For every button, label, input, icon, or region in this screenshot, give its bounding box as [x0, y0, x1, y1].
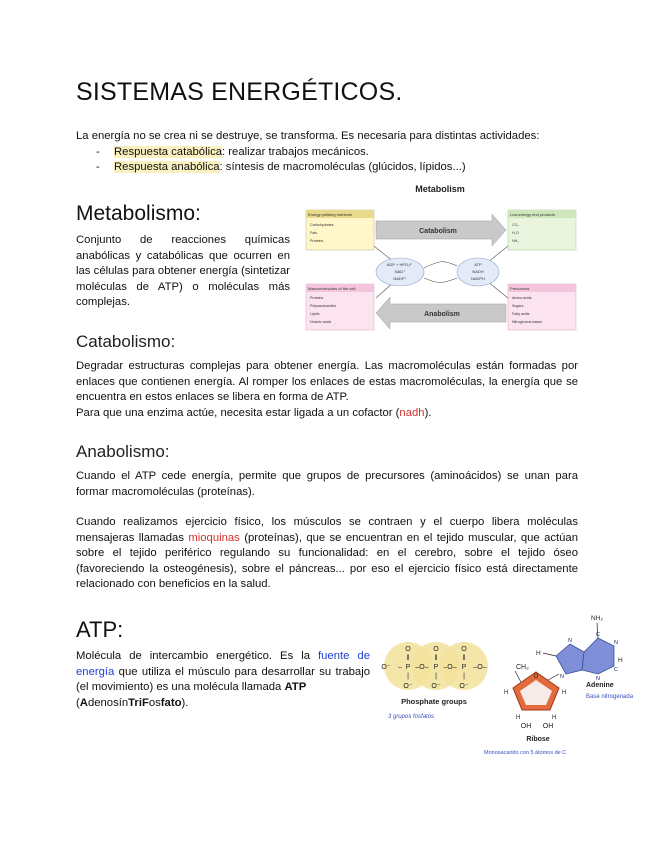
acronym-part: denosín — [87, 696, 129, 709]
anabolismo-text-2 — [76, 515, 578, 593]
cycle-arrow-bottom — [424, 278, 457, 283]
adenine-note: Base nitrogenada — [586, 694, 634, 700]
phosphate-label: Phosphate groups — [401, 697, 467, 706]
nadp-label: NADP⁺ — [393, 276, 407, 281]
anabolismo-text-pre: Cuando realizamos ejercicio físico, los músculos se contraen y el cuerpo libera moléculas mensajeras llamadas — [76, 516, 578, 544]
ch2-label: CH₂ — [516, 664, 529, 671]
intro-list — [76, 145, 586, 176]
atp-heading: ATP: — [76, 617, 124, 642]
anabolismo-text-1: Cuando el ATP cede energía, permite que grupos de precursores (aminoácidos) se unan para formar macromoléculas (proteínas). — [76, 470, 578, 498]
atp-structure-diagram — [376, 608, 646, 756]
list-item — [76, 145, 586, 161]
adenine-h: H — [536, 650, 541, 657]
cofactor-text — [76, 406, 578, 422]
svg-text:|: | — [435, 673, 437, 680]
svg-text:N: N — [560, 674, 564, 680]
nadh-term: nadh — [399, 406, 425, 419]
intro-text: La energía no se crea ni se destruye, se transforma. Es necesaria para distintas actividades: — [76, 130, 540, 142]
precursor-item: Nitrogenous bases — [512, 320, 542, 324]
atp-acronym — [76, 697, 188, 709]
catabolismo-section — [76, 359, 578, 421]
svg-text:N: N — [568, 638, 572, 644]
svg-text:–O–: –O– — [415, 664, 429, 671]
svg-text:C: C — [596, 632, 600, 638]
svg-text:O⁻: O⁻ — [381, 664, 391, 671]
cofactor-pre: Para que una enzima actúe, necesita estar ligada a un cofactor ( — [76, 406, 400, 419]
ribose-h: H — [562, 690, 567, 696]
cofactor-post: ). — [424, 406, 432, 419]
svg-text:P: P — [433, 664, 439, 671]
list-item — [76, 160, 586, 176]
connector-line — [488, 246, 508, 262]
nh2-label: NH₂ — [591, 615, 603, 622]
metabolismo-heading: Metabolismo: — [76, 202, 201, 225]
adenine-imidazole-ring — [556, 644, 584, 674]
macro-item: Polysaccharides — [310, 304, 337, 308]
mioquinas-term: mioquinas — [188, 531, 240, 544]
svg-text:O: O — [461, 646, 467, 653]
energy-item: Proteins — [310, 239, 324, 243]
svg-text:O⁻: O⁻ — [459, 683, 469, 690]
nad-label: NAD⁺ — [394, 269, 406, 274]
energy-item: Fats — [310, 231, 317, 235]
energy-source-term: fuente de energía — [76, 650, 370, 678]
oh-label: OH — [542, 723, 554, 730]
adenine-label: Adenine — [586, 682, 614, 689]
svg-text:O: O — [433, 646, 439, 653]
svg-text:O⁻: O⁻ — [403, 683, 413, 690]
macromolecules-header: Macromolecules of the cell — [308, 286, 356, 291]
svg-text:‖: ‖ — [434, 655, 438, 662]
precursor-item: Sugars — [512, 304, 524, 308]
highlight-term: Respuesta anabólica — [114, 161, 220, 173]
end-item: CO₂ — [512, 223, 519, 227]
acronym-part: ). — [181, 696, 189, 709]
nadph-label: NADPH — [470, 276, 486, 281]
acronym-letter: A — [79, 696, 88, 709]
ribose-h: H — [516, 715, 521, 721]
svg-text:N: N — [596, 676, 600, 682]
end-item: NH₃ — [512, 239, 519, 243]
atp-label: ATP — [474, 262, 482, 267]
svg-text:|: | — [407, 673, 409, 680]
svg-text:N: N — [614, 640, 618, 646]
svg-text:|: | — [463, 673, 465, 680]
bond-line — [543, 653, 556, 656]
catabolism-label: Catabolism — [419, 228, 457, 235]
svg-text:‖: ‖ — [406, 655, 410, 662]
atp-text — [76, 649, 370, 711]
list-item-text: : síntesis de macromoléculas (glúcidos, lípidos...) — [219, 161, 466, 173]
oh-label: OH — [520, 723, 532, 730]
intro-section — [76, 129, 586, 176]
diagram-title: Metabolism — [415, 184, 465, 194]
svg-text:–O–: –O– — [473, 664, 487, 671]
svg-text:P: P — [461, 664, 467, 671]
svg-text:–: – — [398, 664, 402, 671]
svg-text:‖: ‖ — [462, 655, 466, 662]
svg-text:O⁻: O⁻ — [431, 683, 441, 690]
end-products-header: Low-energy end products — [510, 212, 556, 217]
ribose-h: H — [552, 715, 557, 721]
ribose-note: Monosacarido con 5 átomos de C — [484, 750, 567, 756]
acronym-part: os — [148, 696, 161, 709]
anabolismo-heading: Anabolismo: — [76, 442, 170, 461]
anabolismo-text-post: (proteínas), que se encuentran en el tejido muscular, que actúan sobre el tejido periférico regulando su funcionalidad: en el cerebro, sobre el tejido óseo (favoreciendo la osteogénesis), sobre el páncreas... por eso el ejercicio físico está directamente relacionado con beneficios en la salud. — [76, 531, 578, 590]
list-item-text: : realizar trabajos mecánicos. — [222, 145, 369, 158]
energy-nutrients-header: Energy-yielding nutrients — [308, 212, 353, 217]
ribose-oxygen: O — [533, 674, 539, 680]
cycle-arrow-top — [424, 262, 457, 268]
svg-text:P: P — [405, 664, 411, 671]
nadh-label: NADH — [472, 269, 484, 274]
catabolismo-text: Degradar estructuras complejas para obtener energía. Las macromoléculas están formadas por enlaces que contienen energía. Al romper los enlaces de estas macromoléculas, la energía que se encuentra en estos enlaces se libera en forma de ATP. — [76, 360, 578, 403]
connector-line — [488, 282, 508, 298]
glycosidic-bond — [548, 674, 559, 680]
highlight-term: Respuesta catabólica — [114, 145, 223, 158]
precursor-item: Fatty acids — [512, 312, 530, 316]
acronym-letter: fato — [160, 696, 182, 709]
macro-item: Nucleic acids — [310, 320, 332, 324]
acronym-part: ( — [76, 696, 80, 709]
acronym-letter: Tri — [128, 696, 142, 709]
phosphate-note: 3 grupos fosfatos — [388, 714, 435, 720]
ribose-h: H — [504, 690, 509, 696]
end-item: H₂O — [512, 231, 519, 235]
energy-item: Carbohydrates — [310, 223, 334, 227]
svg-text:–O–: –O– — [443, 664, 457, 671]
catabolismo-heading: Catabolismo: — [76, 332, 176, 351]
ribose-label: Ribose — [526, 736, 550, 743]
adenine-h: H — [618, 657, 623, 664]
atp-text-pre: Molécula de intercambio energético. Es la — [76, 650, 319, 662]
macro-item: Proteins — [310, 296, 324, 300]
metabolism-diagram — [302, 180, 580, 332]
atp-text-mid: que utiliza el músculo para desarrollar su trabajo (el movimiento) es una molécula llamada — [76, 665, 370, 693]
page-title: SISTEMAS ENERGÉTICOS. — [76, 78, 403, 106]
svg-text:O: O — [405, 646, 411, 653]
svg-text:C: C — [614, 667, 618, 673]
precursor-item: Amino acids — [512, 296, 532, 300]
adp-label: ADP + HPO₄²⁻ — [386, 262, 414, 267]
anabolism-label: Anabolism — [424, 311, 460, 318]
acronym-letter: F — [141, 696, 149, 709]
atp-bold-term: ATP — [284, 681, 307, 693]
metabolismo-text: Conjunto de reacciones químicas anabólicas y catabólicas que ocurren en las células para obtener energía (sintetizar moléculas de ATP) o moléculas más complejas. — [76, 234, 290, 308]
adenine-pyrimidine-ring — [582, 638, 614, 674]
macro-item: Lipids — [310, 312, 320, 316]
precursors-header: Precursors — [510, 286, 530, 291]
